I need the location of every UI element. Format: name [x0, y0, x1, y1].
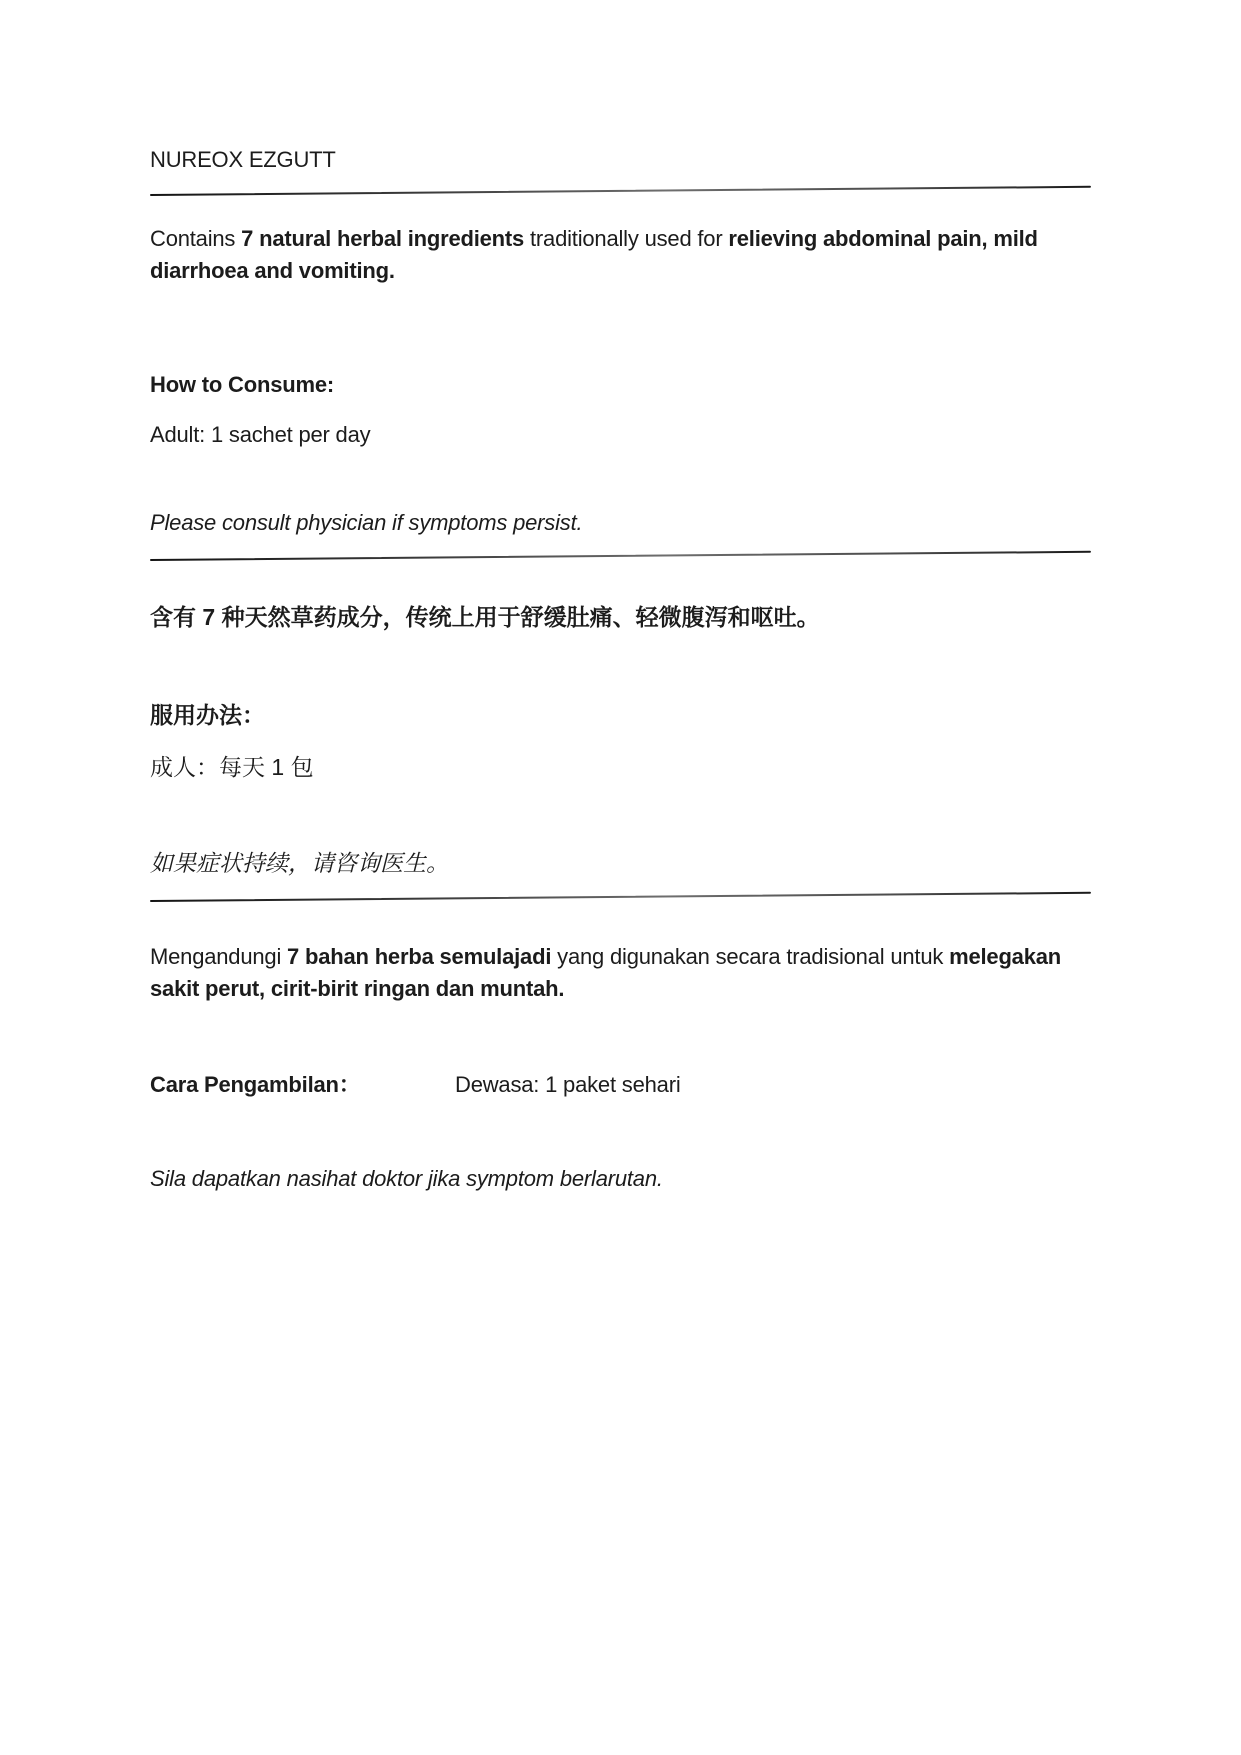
- en-intro-run-1: Contains: [150, 226, 242, 251]
- divider-line-2: [150, 551, 1091, 561]
- en-how-to-consume-heading: How to Consume:: [150, 372, 334, 397]
- ms-dosage-text: Dewasa: 1 paket sehari: [455, 1072, 681, 1097]
- ms-disclaimer-text: Sila dapatkan nasihat doktor jika symptom berlarutan.: [150, 1166, 663, 1191]
- ms-how-to-consume-heading: Cara Pengambilan：: [150, 1072, 361, 1097]
- document-title: NUREOX EZGUTT: [150, 147, 336, 172]
- en-disclaimer-text: Please consult physician if symptoms persist.: [150, 510, 583, 535]
- ms-intro-paragraph: [150, 941, 1091, 1005]
- divider-line-1: [150, 186, 1091, 196]
- en-intro-run-3: traditionally used for: [524, 226, 729, 251]
- ms-intro-run-4-bold: melegakan sakit perut, cirit-birit ringan dan muntah.: [150, 944, 1062, 1001]
- en-dosage-text: Adult: 1 sachet per day: [150, 422, 371, 447]
- cn-intro-paragraph: 含有 7 种天然草药成分，传统上用于舒缓肚痛、轻微腹泻和呕吐。: [150, 604, 820, 630]
- ms-intro-run-3: yang digunakan secara tradisional untuk: [551, 944, 950, 969]
- en-intro-paragraph: [150, 223, 1091, 287]
- en-intro-run-2-bold: 7 natural herbal ingredients: [241, 226, 525, 251]
- en-intro-run-5: .: [388, 258, 395, 283]
- cn-dosage-text: 成人：每天 1 包: [150, 754, 314, 780]
- cn-how-to-consume-heading: 服用办法：: [150, 702, 265, 728]
- divider-line-3: [150, 892, 1091, 902]
- document-content: [0, 144, 1241, 1195]
- ms-intro-run-1: Mengandungi: [150, 944, 288, 969]
- ms-intro-run-2-bold: 7 bahan herba semulajadi: [287, 944, 552, 969]
- en-intro-run-4-bold: relieving abdominal pain, mild diarrhoea and vomiting: [150, 226, 1038, 283]
- cn-disclaimer-text: 如果症状持续，请咨询医生。: [150, 850, 449, 876]
- ms-dosage-row: [150, 1069, 1091, 1101]
